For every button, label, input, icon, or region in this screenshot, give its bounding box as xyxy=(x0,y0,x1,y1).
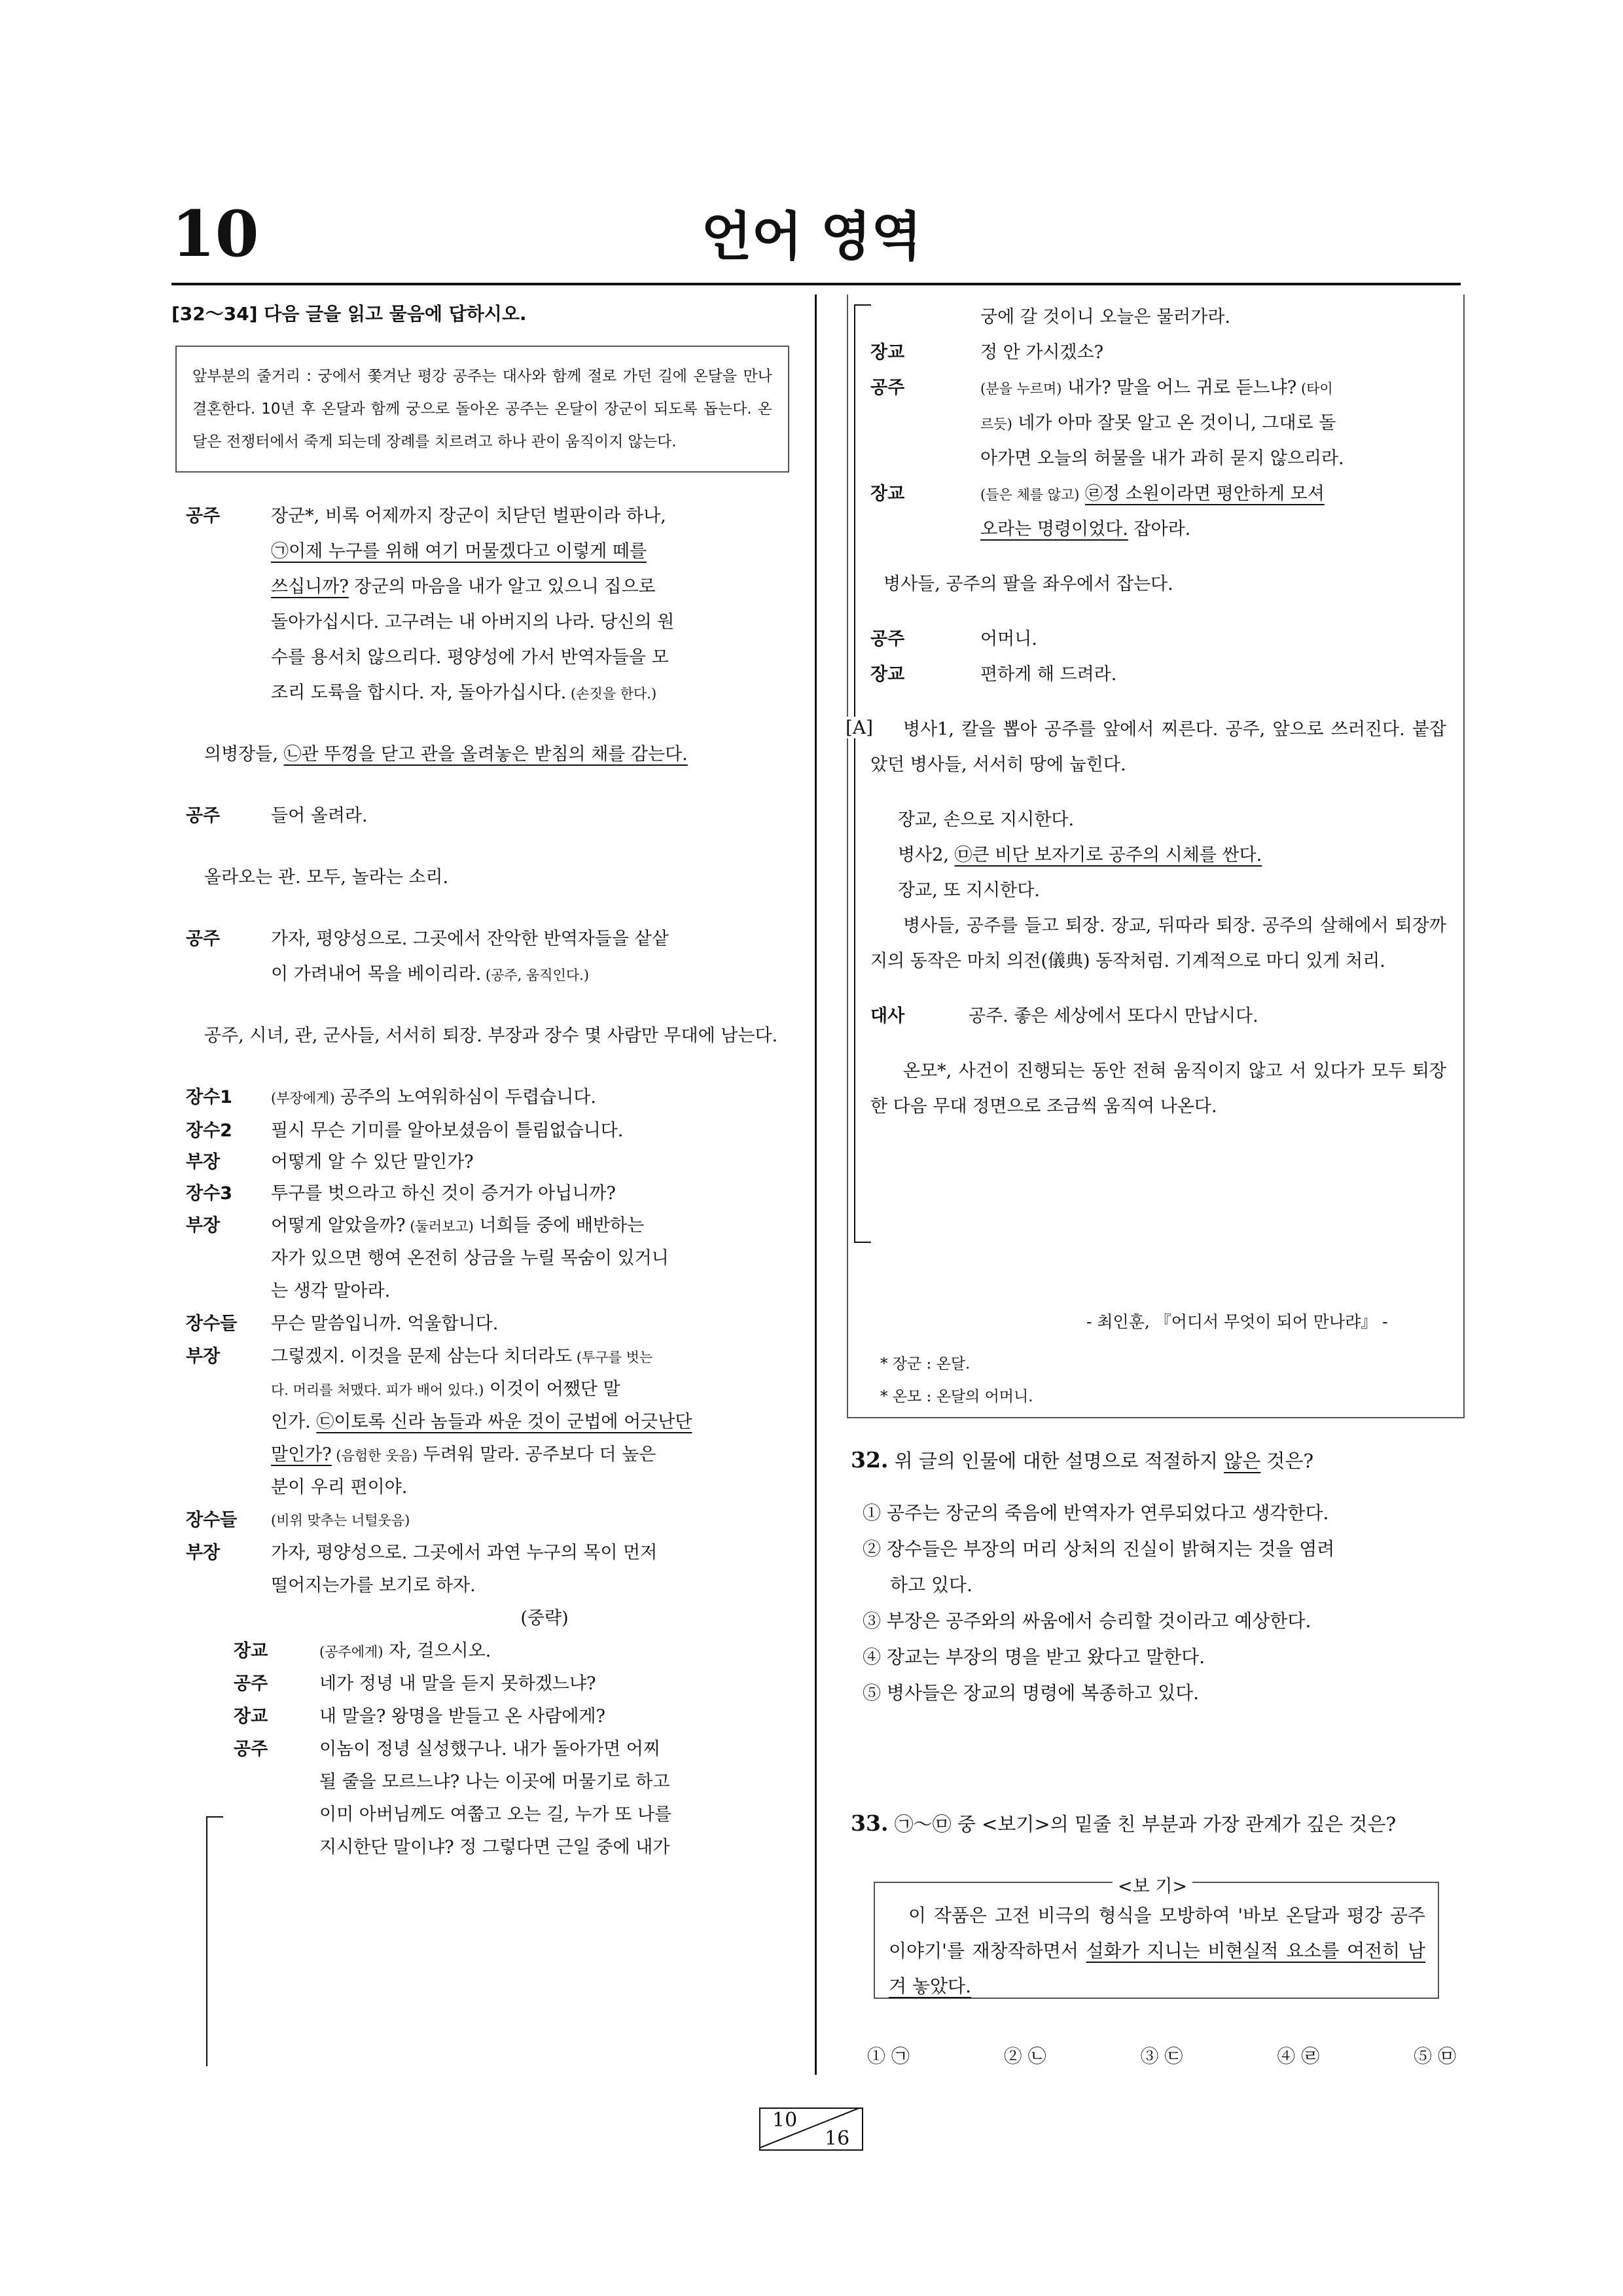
comment-a: ㉠이제 누구를 위해 여기 머물겠다고 이렇게 떼를 xyxy=(271,541,647,562)
passage-bracket-left xyxy=(206,1816,223,2066)
stage-direction: 의병장들, ㉡관 뚜껑을 닫고 관을 올려놓은 받침의 채를 감는다. xyxy=(204,744,688,764)
q32-option-2-cont: 하고 있다. xyxy=(890,1574,972,1596)
question-32-stem: 32. 위 글의 인물에 대한 설명으로 적절하지 않은 것은? xyxy=(851,1447,1314,1473)
stage-direction: 병사1, 칼을 뽑아 공주를 앞에서 찌른다. 공주, 앞으로 쓰러진다. 붙잡았던 병사들, 서서히 땅에 눕힌다. xyxy=(870,719,1446,775)
speaker: 공주 xyxy=(186,929,221,949)
current-page: 10 xyxy=(772,2109,798,2132)
line: 들어 올려라. xyxy=(271,806,368,826)
speaker: 부장 xyxy=(186,1543,221,1563)
stage-note: (공주, 움직인다.) xyxy=(481,967,590,983)
speaker: 공주 xyxy=(870,378,905,398)
line: 수를 용서치 않으리다. 평양성에 가서 반역자들을 모 xyxy=(271,647,669,668)
omission-mark: (중략) xyxy=(520,1608,569,1628)
line: 장군의 마음을 내가 알고 있으니 집으로 xyxy=(348,577,656,597)
question-33-stem: 33. ㉠～㉤ 중 <보기>의 밑줄 친 부분과 가장 관계가 깊은 것은? xyxy=(851,1810,1397,1836)
speaker: 공주 xyxy=(186,806,221,826)
dialogue-princess-1 xyxy=(171,499,793,711)
left-column: [32～34] 다음 글을 읽고 물음에 답하시오. 앞부분의 줄거리 : 궁에서 쫓겨난 평강 공주는 대사와 함께 절로 가던 길에 온달을 만나 결혼한다. 10년 후 온달과 함께 궁으로 돌아온 공주는 온달이 장군이 되도록 돕는다. 온달은 전쟁터에서 죽게 되는데 장례를 치르려고 하나 관이 움직이지 않는다. 공주 장군*, 비록 어제까지 장군이 치닫던 벌판이라 하나, ㉠이제 누구를 위해 여기 머물겠다고 이렇게 떼를 쓰십니까? 장군의 마음을 내가 알고 있으니 집으로 돌아가십시다. 고구려는 내 아버지의 나라. 당신의 원 수를 용서치 않으리다. 평양성에 가서 반역자들을 모 조리 도륙을 합시다. 자, 돌아가십시다. (손짓을 한다.) 의병장들, ㉡관 뚜껑을 닫고 관을 올려놓은 받침의 채를 감는다. 공주 들어 올려라. 올라오는 관. 모두, 놀라는 소리. 공주 가자, 평양성으로. 그곳에서 잔악한 반역자들을 샅샅 이 가려내어 목을 베이리라. (공주, 움직인다.) 공주, 시녀, 관, 군사들, 서서히 퇴장. 부장과 장수 몇 사람만 무대에 남는다. 장수1 (부장에게) 공주의 노여워하심이 두렵습니다. 장수2 필시 무슨 기미를 알아보셨음이 틀림없습니다. 부장 어떻게 알 수 있단 말인가? 장수3 투구를 벗으라고 하신 것이 증거가 아닙니까? 부장 어떻게 알았을까? (둘러보고) 너희들 중에 배반하는 자가 있으면 행여 온전히 상금을 누릴 목숨이 있거니 는 생각 말아라. 장수들 무슨 말씀입니까. 억울합니다. 부장 그렇겠지. 이것을 문제 삼는다 치더라도 (투구를 벗는 다. 머리를 처맸다. 피가 배어 있다.) 이것이 어쨌단 말 인가. ㉢이토록 신라 놈들과 싸운 것이 군법에 어긋난단 말인가? (음험한 웃음) 두려워 말라. 공주보다 더 높은 분이 우리 편이야. 장수들 (비위 맞추는 너털웃음) 부장 가자, 평양성으로. 그곳에서 과연 누구의 목이 먼저 떨어지는가를 보기로 하자. (중략) 장교 (공주에게) 자, 걸으시오. 공주 네가 정녕 내 말을 듣지 못하겠느냐? 장교 내 말을? 왕명을 받들고 온 사람에게? 공주 이놈이 정녕 실성했구나. 내가 돌아가면 어찌 될 줄을 모르느냐? 나는 이곳에 머물기로 하고 이미 아버님께도 여쭙고 오는 길, 누가 또 나를 지시한단 말이냐? 정 그렇다면 근일 중에 내가 xyxy=(171,295,793,1864)
summary-box: 앞부분의 줄거리 : 궁에서 쫓겨난 평강 공주는 대사와 함께 절로 가던 길에 온달을 만나 결혼한다. 10년 후 온달과 함께 궁으로 돌아온 공주는 온달이 장군이 되도록 돕는다. 온달은 전쟁터에서 죽게 되는데 장례를 치르려고 하나 관이 움직이지 않는다. xyxy=(175,346,789,473)
q33-answers xyxy=(867,2042,1456,2068)
stage-direction: 공주, 시녀, 관, 군사들, 서서히 퇴장. 부장과 장수 몇 사람만 무대에 남는다. xyxy=(204,1026,778,1046)
comment-a-end: 쓰십니까? xyxy=(271,577,349,597)
speaker: 장수들 xyxy=(186,1314,238,1334)
stage-direction: 온모*, 사건이 진행되는 동안 전혀 움직이지 않고 서 있다가 모두 퇴장한 다음 무대 정면으로 조금씩 움직여 나온다. xyxy=(870,1061,1446,1117)
bracket-a-label: [A] xyxy=(846,717,874,738)
speaker: 장수2 xyxy=(186,1121,232,1141)
speaker: 공주 xyxy=(186,506,221,526)
speaker: 장교 xyxy=(870,484,905,504)
q32-option-5[interactable]: ⑤ 병사들은 장교의 명령에 복종하고 있다. xyxy=(863,1682,1200,1704)
comment-e: ㉤큰 비단 보자기로 공주의 시체를 싼다. xyxy=(954,845,1262,865)
comment-d: ㉣정 소원이라면 평안하게 모셔 xyxy=(1085,484,1325,504)
bogi-label: <보 기> xyxy=(1113,1872,1192,1897)
comment-b: ㉡관 뚜껑을 닫고 관을 올려놓은 받침의 채를 감는다. xyxy=(283,744,688,764)
speaker: 장교 xyxy=(870,342,905,363)
q33-option-5[interactable]: ⑤ ㉤ xyxy=(1414,2045,1456,2067)
comment-d-end: 오라는 명령이었다. xyxy=(980,519,1128,539)
speaker: 장수들 xyxy=(186,1510,238,1530)
q32-option-3[interactable]: ③ 부장은 공주와의 싸움에서 승리할 것이라고 예상한다. xyxy=(863,1610,1311,1632)
q32-option-4[interactable]: ④ 장교는 부장의 명을 받고 왔다고 말한다. xyxy=(863,1646,1205,1668)
total-pages: 16 xyxy=(825,2127,850,2150)
source-credit: - 최인훈, 『어디서 무엇이 되어 만나랴』 - xyxy=(1086,1312,1388,1331)
stage-direction: 장교, 또 지시한다. xyxy=(898,880,1040,901)
stage-direction: 장교, 손으로 지시한다. xyxy=(898,810,1075,830)
header-rule xyxy=(171,283,1461,285)
q33-option-3[interactable]: ③ ㉢ xyxy=(1140,2045,1183,2067)
right-column: 궁에 갈 것이니 오늘은 물러가라. 장교 정 안 가시겠소? 공주 (분을 누르며) 내가? 말을 어느 귀로 듣느냐? (타이 르듯) 네가 아마 잘못 알고 온 것이니, 그대로 돌 아가면 오늘의 허물을 내가 과히 묻지 않으리라. 장교 (들은 체를 않고) ㉣정 소원이라면 평안하게 모셔 오라는 명령이었다. 잡아라. 병사들, 공주의 팔을 좌우에서 잡는다. 공주 어머니. 장교 편하게 해 드려라. 병사1, 칼을 뽑아 공주를 앞에서 찌른다. 공주, 앞으로 쓰러진다. 붙잡았던 병사들, 서서히 땅에 눕힌다. 장교, 손으로 지시한다. 병사2, ㉤큰 비단 보자기로 공주의 시체를 싼다. 장교, 또 지시한다. 병사들, 공주를 들고 퇴장. 장교, 뒤따라 퇴장. 공주의 살해에서 퇴장까지의 동작은 마치 의전(儀典) 동작처럼. 기계적으로 마디 있게 처리. 대사 공주. 좋은 세상에서 또다시 만납시다. 온모*, 사건이 진행되는 동안 전혀 움직이지 않고 서 있다가 모두 퇴장한 다음 무대 정면으로 조금씩 움직여 나온다. xyxy=(838,300,1461,1124)
speaker: 공주 xyxy=(234,1674,268,1694)
bogi-text: 이 작품은 고전 비극의 형식을 모방하여 '바보 온달과 평강 공주 이야기'를 재창작하면서 설화가 지니는 비현실적 요소를 여전히 남겨 놓았다. xyxy=(889,1905,1425,1997)
speaker: 부장 xyxy=(186,1152,221,1172)
q33-option-4[interactable]: ④ ㉣ xyxy=(1277,2045,1320,2067)
q33-option-2[interactable]: ② ㉡ xyxy=(1003,2045,1046,2067)
line: 조리 도륙을 합시다. 자, 돌아가십시다. xyxy=(271,683,567,703)
stage-direction: 병사들, 공주의 팔을 좌우에서 잡는다. xyxy=(883,574,1173,594)
question-header: [32～34] 다음 글을 읽고 물음에 답하시오. xyxy=(171,303,527,325)
line: 궁에 갈 것이니 오늘은 물러가라. xyxy=(980,307,1230,327)
speaker: 부장 xyxy=(186,1346,221,1367)
q32-option-1[interactable]: ① 공주는 장군의 죽음에 반역자가 연루되었다고 생각한다. xyxy=(863,1502,1329,1524)
comment-c: ㉢이토록 신라 놈들과 싸운 것이 군법에 어긋난단 xyxy=(316,1412,692,1432)
q32-option-2[interactable]: ② 장수들은 부장의 머리 상처의 진실이 밝혀지는 것을 염려 xyxy=(863,1538,1335,1560)
stage-direction: 병사들, 공주를 들고 퇴장. 장교, 뒤따라 퇴장. 공주의 살해에서 퇴장까지의 동작은 마치 의전(儀典) 동작처럼. 기계적으로 마디 있게 처리. xyxy=(870,916,1446,971)
stage-direction: 올라오는 관. 모두, 놀라는 소리. xyxy=(204,867,449,888)
page-number: 10 xyxy=(171,197,259,271)
line: 돌아가십시다. 고구려는 내 아버지의 나라. 당신의 원 xyxy=(271,612,675,632)
stage-note: (손짓을 한다.) xyxy=(566,686,657,702)
bogi-underline: 설화가 지니는 비현실적 요소를 여전히 남겨 놓았다. xyxy=(889,1940,1425,1997)
column-divider xyxy=(815,295,817,2075)
footnote: * 장군 : 온달. xyxy=(880,1355,971,1372)
speaker: 대사 xyxy=(870,1006,905,1026)
speaker: 공주 xyxy=(870,629,905,649)
footnote: * 온모 : 온달의 어머니. xyxy=(880,1388,1033,1405)
speaker: 장교 xyxy=(234,1641,268,1661)
speaker: 장교 xyxy=(234,1706,268,1727)
speaker: 장수1 xyxy=(186,1087,232,1107)
speaker: 장수3 xyxy=(186,1183,232,1204)
line: 장군*, 비록 어제까지 장군이 치닫던 벌판이라 하나, xyxy=(271,506,666,526)
q33-option-1[interactable]: ① ㉠ xyxy=(867,2045,910,2067)
speaker: 부장 xyxy=(186,1215,221,1236)
speaker: 공주 xyxy=(234,1739,268,1759)
comment-c-end: 말인가? xyxy=(271,1444,332,1465)
speaker: 장교 xyxy=(870,664,905,685)
section-title: 언어 영역 xyxy=(701,206,922,267)
line: 가자, 평양성으로. 그곳에서 잔악한 반역자들을 샅샅 xyxy=(271,929,669,949)
